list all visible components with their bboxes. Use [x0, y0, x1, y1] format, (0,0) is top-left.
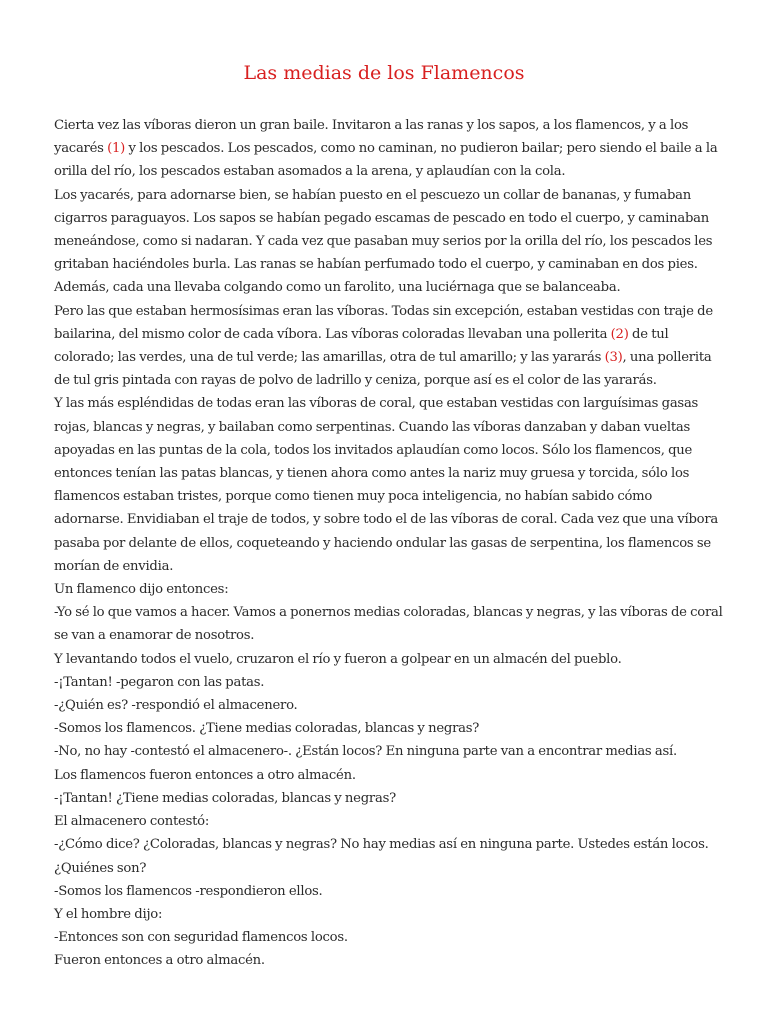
- paragraph-text: Y las más espléndidas de todas eran las víboras de coral, que estaban vestidas con larguísimas gasas rojas, blancas y negras, y bailaban como serpentinas. Cuando las víboras danzaban y daban vueltas apoyadas en las puntas de la cola, todos los invitados aplaudían como locos. Sólo los flamencos, que entonces tenían las patas blancas, y tienen ahora como antes la nariz muy gruesa y torcida, sólo los flamencos estaban tristes, porque como tienen muy poca inteligencia, no habían sabido cómo adornarse. Envidiaban el traje de todos, y sobre todo el de las víboras de coral. Cada vez que una víbora pasaba por delante de ellos, coqueteando y haciendo ondular las gasas de serpentina, los flamencos se morían de envidia.: [54, 396, 719, 574]
- paragraph-text: -Somos los flamencos. ¿Tiene medias coloradas, blancas y negras?: [54, 721, 480, 737]
- paragraph: [54, 787, 724, 810]
- paragraph-text: -Yo sé lo que vamos a hacer. Vamos a ponernos medias coloradas, blancas y negras, y las víboras de coral se van a enamorar de nosotros.: [54, 605, 723, 644]
- paragraph-text: Cierta vez las víboras dieron un gran baile. Invitaron a las ranas y los sapos, a los flamencos, y a los yacarés: [54, 118, 689, 157]
- paragraph: [54, 810, 724, 833]
- paragraph: [54, 648, 724, 671]
- paragraph: [54, 926, 724, 949]
- document-body: [54, 114, 724, 973]
- paragraph: [54, 694, 724, 717]
- footnote-reference: (2): [610, 326, 629, 342]
- paragraph-text: Y el hombre dijo:: [54, 906, 163, 922]
- paragraph-text: El almacenero contestó:: [54, 814, 210, 830]
- document-title: Las medias de los Flamencos: [243, 62, 525, 84]
- paragraph-text: Los yacarés, para adornarse bien, se habían puesto en el pescuezo un collar de bananas, y fumaban cigarros paraguayos. Los sapos se habían pegado escamas de pescado en todo el cuerpo, y caminaban meneándose, como si nadaran. Y cada vez que pasaban muy serios por la orilla del río, los pescados les gritaban haciéndoles burla. Las ranas se habían perfumado todo el cuerpo, y caminaban en dos pies. Además, cada una llevaba colgando como un farolito, una luciérnaga que se balanceaba.: [54, 187, 713, 296]
- paragraph: [54, 903, 724, 926]
- paragraph-text: , una pollerita de tul gris pintada con rayas de polvo de ladrillo y ceniza, porque así es el color de las yararás.: [54, 350, 712, 389]
- paragraph: [54, 717, 724, 740]
- paragraph: [54, 833, 724, 879]
- paragraph: [54, 114, 724, 184]
- paragraph-text: Un flamenco dijo entonces:: [54, 582, 229, 598]
- paragraph-text: -¡Tantan! ¿Tiene medias coloradas, blancas y negras?: [54, 790, 396, 806]
- paragraph-text: -Entonces son con seguridad flamencos locos.: [54, 930, 348, 946]
- paragraph: [54, 392, 724, 578]
- paragraph-text: -¿Cómo dice? ¿Coloradas, blancas y negras? No hay medias así en ninguna parte. Ustedes están locos. ¿Quiénes son?: [54, 837, 709, 876]
- paragraph-text: Pero las que estaban hermosísimas eran las víboras. Todas sin excepción, estaban vestidas con traje de bailarina, del mismo color de cada víbora. Las víboras coloradas llevaban una pollerita: [54, 303, 713, 342]
- paragraph: [54, 671, 724, 694]
- paragraph: [54, 184, 724, 300]
- paragraph: [54, 949, 724, 972]
- footnote-reference: (3): [604, 350, 623, 366]
- paragraph-text: de tul colorado; las verdes, una de tul verde; las amarillas, otra de tul amarillo; y las yararás: [54, 326, 669, 366]
- paragraph-text: Y levantando todos el vuelo, cruzaron el río y fueron a golpear en un almacén del pueblo.: [54, 651, 622, 667]
- paragraph-text: Los flamencos fueron entonces a otro almacén.: [54, 767, 356, 783]
- paragraph: [54, 880, 724, 903]
- footnote-reference: (1): [107, 141, 126, 157]
- paragraph: [54, 300, 724, 393]
- paragraph-text: -Somos los flamencos -respondieron ellos.: [54, 883, 323, 899]
- paragraph-text: Fueron entonces a otro almacén.: [54, 953, 265, 969]
- paragraph: [54, 578, 724, 601]
- paragraph-text: -¡Tantan! -pegaron con las patas.: [54, 674, 265, 690]
- paragraph: [54, 740, 724, 763]
- paragraph: [54, 764, 724, 787]
- paragraph-text: -No, no hay -contestó el almacenero-. ¿Están locos? En ninguna parte van a encontrar medias así.: [54, 744, 677, 760]
- paragraph-text: y los pescados. Los pescados, como no caminan, no pudieron bailar; pero siendo el baile a la orilla del río, los pescados estaban asomados a la arena, y aplaudían con la cola.: [54, 141, 718, 180]
- paragraph: [54, 601, 724, 647]
- paragraph-text: -¿Quién es? -respondió el almacenero.: [54, 698, 298, 714]
